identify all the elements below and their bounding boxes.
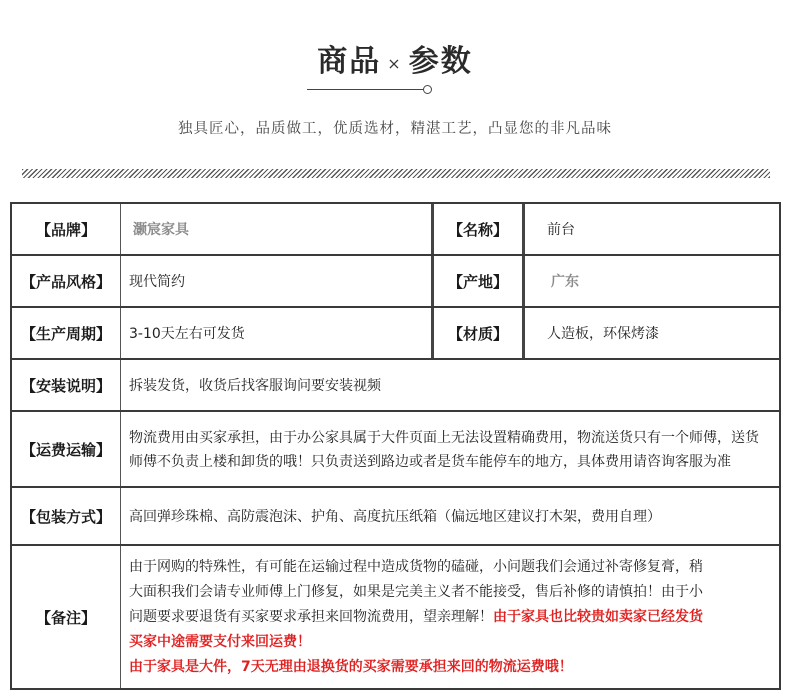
material-value: 人造板，环保烤漆 [547,326,659,342]
brand-label: 【品牌】 [35,220,96,239]
notes-line: 大面积我们会请专业师傅上门修复，如果是完美主义者不能接受，售后补修的请慎拍！由于小 [129,584,703,600]
name-label: 【名称】 [447,220,508,239]
shipping-label: 【运费运输】 [20,440,111,459]
packing-value: 高回弹珍珠棉、高防震泡沫、护角、高度抗压纸箱（偏远地区建议打木架，费用自理） [129,509,661,525]
table-row-shipping [12,412,779,488]
table-row-style [12,256,779,308]
shipping-line: 师傅不负责上楼和卸货的哦！只负责送到路边或者是货车能停车的地方，具体费用请咨询客服为准 [129,454,731,470]
table-row-install [12,360,779,412]
shipping-line: 物流费用由买家承担，由于办公家具属于大件页面上无法设置精确费用，物流送货只有一个师傅，送货 [129,430,759,446]
notes-warning: 由于家具是大件，7天无理由退换货的买家需要承担来回的物流运费哦！ [129,659,573,675]
shipping-value [121,412,779,486]
notes-value [121,546,779,688]
brand-value: 灏宸家具 [133,222,189,238]
table-row-cycle [12,308,779,360]
table-row-packing [12,488,779,546]
table-row-brand [12,204,779,256]
name-value: 前台 [547,222,575,238]
title-separator: × [387,53,403,73]
notes-text: 问题要求要退货有买家要求承担来回物流费用，望亲理解！ [129,609,493,625]
notes-line [129,605,765,630]
install-label: 【安装说明】 [20,376,111,395]
page-title [0,36,790,80]
spec-table [10,202,781,690]
notes-warning: 买家中途需要支付来回运费！ [129,634,311,650]
subtitle: 独具匠心，品质做工，优质选材，精湛工艺，凸显您的非凡品味 [178,121,612,137]
notes-warning: 由于家具也比较贵如卖家已经发货 [493,609,703,625]
hatched-divider [22,169,770,178]
cycle-label: 【生产周期】 [20,324,111,343]
style-value: 现代简约 [129,274,185,290]
title-right: 参数 [408,44,473,79]
table-row-notes [12,546,779,688]
title-left: 商品 [317,44,382,79]
style-label: 【产品风格】 [20,272,111,291]
origin-value: 广东 [551,274,579,290]
packing-label: 【包装方式】 [20,507,111,526]
material-label: 【材质】 [447,324,508,343]
notes-line: 由于网购的特殊性，有可能在运输过程中造成货物的磕碰，小问题我们会通过补寄修复膏，稍 [129,559,703,575]
title-underline [307,89,423,90]
cycle-value: 3-10天左右可发货 [129,326,245,342]
title-underline-dot [423,85,432,94]
install-value: 拆装发货，收货后找客服询问要安装视频 [129,378,381,394]
notes-label: 【备注】 [35,608,96,627]
origin-label: 【产地】 [447,272,508,291]
